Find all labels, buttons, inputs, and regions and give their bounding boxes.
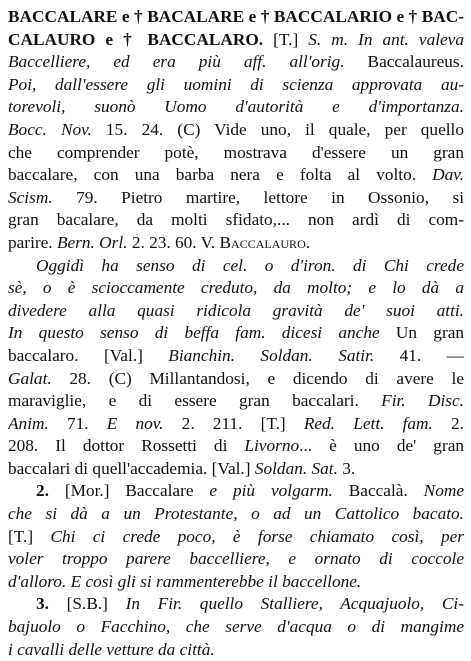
text-segment: Anim.: [8, 413, 49, 433]
text-line: [8, 96, 464, 119]
text-segment: 71.: [48, 413, 107, 433]
text-line: [8, 390, 464, 413]
text-segment: Livorno: [244, 436, 300, 456]
text-segment: In Fir. quello Stalliere, Acquajuolo, Ci-: [125, 594, 464, 614]
text-segment: 2. 211. [T.]: [163, 413, 304, 433]
text-line: [8, 526, 464, 549]
text-segment: [T.]: [8, 526, 51, 546]
text-line: [8, 142, 464, 165]
text-line: [8, 119, 464, 142]
text-segment: torevoli, suonò Uomo d'autorità e d'importanza.: [8, 97, 464, 117]
text-segment: 79. Pietro martire, lettore in Ossonio, si: [52, 187, 464, 207]
text-line: [8, 413, 464, 436]
text-line: [8, 29, 464, 52]
text-line: [8, 639, 464, 661]
text-segment: Bocc. Nov.: [8, 119, 92, 139]
text-line: [8, 458, 464, 481]
text-segment: 2.: [432, 413, 464, 433]
text-line: [8, 593, 464, 616]
text-segment: voler troppo parere baccelliere, e ornato di coccole: [8, 549, 464, 569]
text-segment: parire.: [8, 232, 57, 252]
text-line: [8, 277, 464, 300]
text-segment: Bianchin. Soldan. Satir.: [168, 345, 375, 365]
text-segment: maraviglie, e di essere gran baccalari.: [8, 391, 382, 411]
text-segment: 3.: [36, 594, 49, 614]
text-segment: In questo senso di beffa fam. dicesi anche: [8, 323, 380, 343]
text-line: [8, 164, 464, 187]
text-segment: [T.]: [263, 29, 309, 49]
text-segment: [S.B.]: [48, 594, 126, 614]
text-segment: Bern. Orl.: [56, 232, 128, 252]
text-segment: che comprender potè, mostrava d'essere un gran: [8, 142, 464, 162]
text-segment: gran bacalare, da molti sfidato,... non ardì di com-: [8, 210, 464, 230]
text-segment: 208. Il dottor Rossetti di: [8, 436, 245, 456]
text-segment: Baccalà.: [332, 481, 424, 501]
text-segment: i cavalli delle vetture da città.: [8, 639, 215, 659]
text-segment: 28. (C) Millantandosi, e dicendo di avere le: [51, 368, 464, 388]
text-segment: sè, o è scioccamente creduto, da molto; e lo dà a: [8, 278, 464, 298]
text-segment: Poi, dall'essere gli uomini di scienza approvata au-: [8, 74, 464, 94]
text-line: [8, 300, 464, 323]
text-line: [8, 51, 464, 74]
text-line: [8, 322, 464, 345]
text-segment: Baccalaureus.: [344, 52, 464, 72]
text-segment: CALAURO e † BACCALARO.: [8, 29, 264, 49]
text-segment: e più volgarm.: [209, 481, 333, 501]
text-segment: E nov.: [106, 413, 164, 433]
text-segment: Oggidì ha senso di cel. o d'iron. di Chi crede: [36, 255, 464, 275]
text-segment: Baccalauro.: [219, 232, 311, 252]
text-line: [8, 480, 464, 503]
text-line: [8, 345, 464, 368]
text-segment: 2.: [36, 481, 49, 501]
text-segment: Fir. Disc.: [381, 391, 464, 411]
text-segment: BACCALARE e † BACALARE e † BACCALARIO e † BAC-: [8, 7, 464, 26]
text-segment: Nome: [423, 481, 464, 501]
text-line: [8, 571, 464, 594]
text-line: [8, 368, 464, 391]
text-segment: [Mor.] Baccalare: [48, 481, 210, 501]
dictionary-entry-baccalare: [8, 6, 464, 661]
text-segment: Soldan. Sat.: [254, 458, 338, 478]
text-segment: Dav.: [432, 165, 464, 185]
text-line: [8, 255, 464, 278]
text-segment: S. m. In ant. valeva: [308, 29, 464, 49]
text-line: [8, 548, 464, 571]
text-segment: baccalari di quell'accademia. [Val.]: [8, 458, 255, 478]
text-segment: baccalaro. [Val.]: [8, 345, 169, 365]
text-segment: divedere alla quasi ridicola gravità de' suoi atti.: [8, 300, 464, 320]
text-segment: Galat.: [8, 368, 52, 388]
text-segment: ... è uno de' gran: [299, 436, 464, 456]
text-line: [8, 6, 464, 29]
text-line: [8, 187, 464, 210]
text-segment: Un gran: [379, 323, 464, 343]
text-segment: 15. 24. (C) Vide uno, il quale, per quello: [91, 119, 464, 139]
text-line: [8, 232, 464, 255]
text-segment: Scism.: [8, 187, 53, 207]
text-line: [8, 435, 464, 458]
text-segment: baccalare, con una barba nera e folta al volto.: [8, 165, 433, 185]
text-segment: 3.: [337, 458, 356, 478]
text-segment: bajuolo o Facchino, che serve d'acqua o di mangime: [8, 617, 464, 637]
text-line: [8, 503, 464, 526]
text-segment: 41. —: [374, 345, 464, 365]
text-segment: Chi ci crede poco, è forse chiamato così, per: [50, 526, 464, 546]
text-segment: 2. 23. 60. V.: [127, 232, 220, 252]
text-segment: Baccelliere, ed era più aff. all'orig.: [8, 52, 345, 72]
text-segment: che si dà a un Protestante, o ad un Cattolico bacato.: [8, 504, 464, 524]
text-segment: Red. Lett. fam.: [303, 413, 433, 433]
text-line: [8, 74, 464, 97]
text-line: [8, 209, 464, 232]
text-line: [8, 616, 464, 639]
text-segment: d'alloro. E così gli si rammenterebbe il baccellone.: [8, 571, 362, 591]
